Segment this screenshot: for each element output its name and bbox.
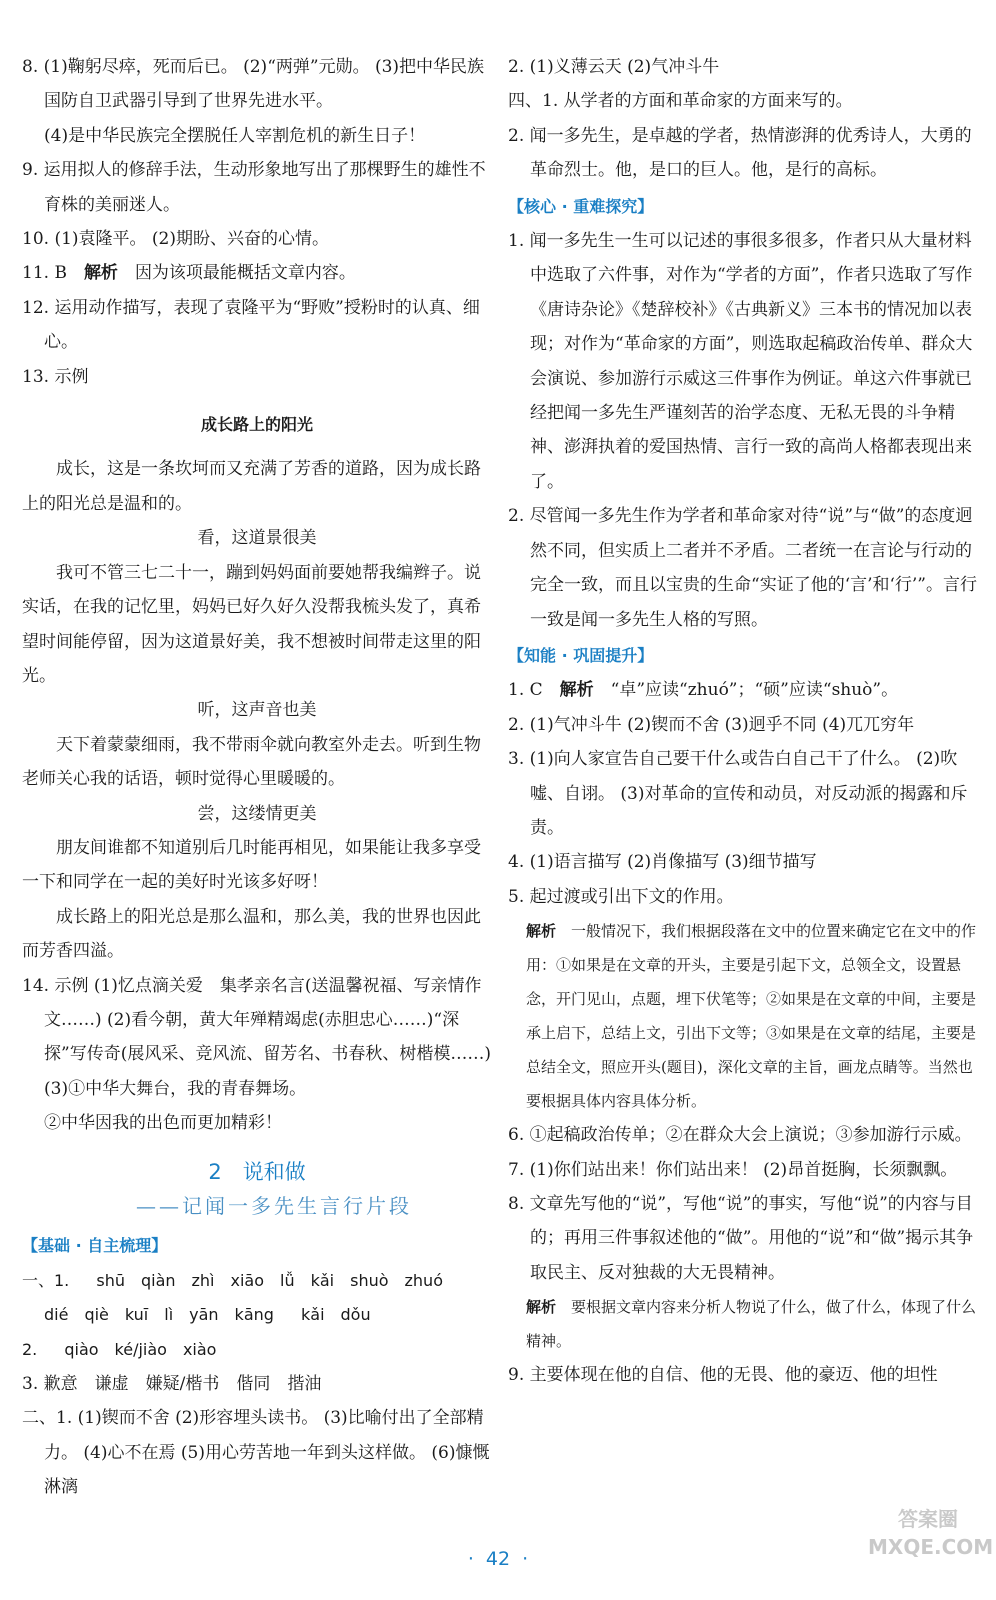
footer-dot-right: ·	[522, 1548, 529, 1570]
practice-1	[508, 673, 978, 707]
watermark-line-1: 答案圈	[898, 1507, 958, 1531]
practice-4: 4. (1)语言描写 (2)肖像描写 (3)细节描写	[508, 852, 817, 873]
basics-3: 3. 歉意 谦虚 嫌疑/楷书 偕同 揩油	[22, 1374, 322, 1395]
lesson-name: 说和做	[242, 1159, 306, 1184]
left-column	[22, 50, 492, 1505]
answer-10: 10. (1)袁隆平。 (2)期盼、兴奋的心情。	[22, 229, 330, 250]
answer-9: 9. 运用拟人的修辞手法，生动形象地写出了那棵野生的雄性不育株的美丽迷人。	[22, 160, 486, 215]
lesson-title	[22, 1155, 492, 1189]
analysis-label: 解析	[559, 680, 594, 701]
watermark-line-2: MXQE.COM	[868, 1535, 994, 1559]
essay-para-5: 成长路上的阳光总是那么温和，那么美，我的世界也因此而芳香四溢。	[22, 906, 481, 962]
footer-dot-left: ·	[467, 1548, 474, 1570]
answer-11-num: 11. B	[22, 263, 67, 284]
essay-para-2: 我可不管三七二十一，蹦到妈妈面前要她帮我编辫子。说实话，在我的记忆里，妈妈已好久好久没帮我梳头发了，真希望时间能停留，因为这道景好美，我不想被时间带走这里的阳光。	[22, 562, 481, 686]
essay-title: 成长路上的阳光	[200, 415, 313, 435]
essay-subhead-2: 听，这声音也美	[197, 700, 317, 721]
practice-7: 7. (1)你们站出来！你们站出来！ (2)昂首挺胸，长须飘飘。	[508, 1159, 958, 1180]
analysis-label: 解析	[526, 922, 557, 941]
answer-11-text: 因为该项最能概括文章内容。	[134, 263, 356, 284]
practice-8: 8. 文章先写他的“说”，写他“说”的事实，写他“说”的内容与目的；再用三件事叙述他的“做”。用他的“说”和“做”揭示其争取民主、反对独裁的大无畏精神。	[508, 1193, 974, 1283]
section-core-header: 【核心 · 重难探究】	[508, 196, 654, 216]
essay-para-4: 朋友间谁都不知道别后几时能再相见，如果能让我多享受一下和同学在一起的美好时光该多好呀！	[22, 837, 481, 893]
practice-2: 2. (1)气冲斗牛 (2)锲而不舍 (3)迥乎不同 (4)兀兀穷年	[508, 714, 915, 735]
practice-1-num: 1. C	[508, 680, 543, 701]
core-1: 1. 闻一多先生一生可以记述的事很多很多，作者只从大量材料中选取了六件事，对作为“学者的方面”，作者只选取了写作《唐诗杂论》《楚辞校补》《古典新义》三本书的情况加以表现；对作为“革命家的方面”，则选取起稿政治传单、群众大会演说、参加游行示威这三件事作为例证。单这六件事就已经把闻一多先生严谨刻苦的治学态度、无私无畏的斗争精神、澎湃执着的爱国热情、言行一致的高尚人格都表现出来了。	[508, 231, 973, 492]
basics-section-2: 二、1. (1)锲而不舍 (2)形容埋头读书。 (3)比喻付出了全部精力。 (4)心不在焉 (5)用心劳苦地一年到头这样做。 (6)慷慨淋漓	[22, 1408, 490, 1498]
answer-12: 12. 运用动作描写，表现了袁隆平为“野败”授粉时的认真、细心。	[22, 297, 480, 353]
watermark-logo	[868, 1505, 994, 1575]
answer-11	[22, 256, 492, 290]
practice-5-analysis-text: 一般情况下，我们根据段落在文中的位置来确定它在文中的作用：①如果是在文章的开头，主要是引起下文，总领全文，设置悬念，开门见山，点题，埋下伏笔等；②如果是在文章的中间，主要是承上启下，总结上文，引出下文等；③如果是在文章的结尾，主要是总结全文，照应开头(题目)，深化文章的主旨，画龙点睛等。当然也要根据具体内容具体分析。	[526, 922, 977, 1111]
right-column	[508, 50, 978, 1393]
practice-5: 5. 起过渡或引出下文的作用。	[508, 886, 734, 907]
core-2: 2. 尽管闻一多先生作为学者和革命家对待“说”与“做”的态度迥然不同，但实质上二者并不矛盾。二者统一在言论与行动的完全一致，而且以宝贵的生命“实证了他的‘言’和‘行’”。言行一致是闻一多先生人格的写照。	[508, 506, 977, 630]
basics-2-2: 2. (1)义薄云天 (2)气冲斗牛	[508, 57, 720, 77]
pinyin-line-1: 一、1. shū qiàn zhì xiāo lǚ kǎi shuò zhuó	[22, 1270, 443, 1290]
essay-subhead-3: 尝，这缕情更美	[197, 803, 317, 824]
answer-8: 8. (1)鞠躬尽瘁，死而后已。 (2)“两弹”元勋。 (3)把中华民族国防自卫武器引导到了世界先进水平。	[22, 57, 485, 112]
page-footer	[0, 1548, 996, 1570]
page-number: 42	[485, 1548, 511, 1570]
section-practice-header: 【知能 · 巩固提升】	[508, 645, 654, 665]
section-basics-header: 【基础 · 自主梳理】	[22, 1236, 168, 1256]
answer-13: 13. 示例	[22, 366, 89, 387]
lesson-number: 2	[208, 1159, 222, 1184]
practice-9: 9. 主要体现在他的自信、他的无畏、他的豪迈、他的坦性	[508, 1365, 938, 1386]
essay-para-1: 成长，这是一条坎坷而又充满了芳香的道路，因为成长路上的阳光总是温和的。	[22, 459, 481, 514]
answer-14: 14. 示例 (1)忆点滴关爱 集孝亲名言(送温馨祝福、写亲情作文……) (2)看今朝，黄大年殚精竭虑(赤胆忠心……)“深探”写传奇(展风采、竞风流、留芳名、书春秋、树楷模……) (3)①中华大舞台，我的青春舞场。	[22, 975, 491, 1099]
answer-14-2: ②中华因我的出色而更加精彩！	[44, 1113, 282, 1134]
analysis-label: 解析	[526, 1298, 557, 1317]
analysis-label: 解析	[83, 263, 118, 284]
practice-3: 3. (1)向人家宣告自己要干什么或告白自己干了什么。 (2)吹嘘、自诩。 (3)对革命的宣传和动员，对反动派的揭露和斥责。	[508, 749, 968, 838]
section-4-1: 四、1. 从学者的方面和革命家的方面来写的。	[508, 91, 853, 112]
practice-8-analysis-text: 要根据文章内容来分析人物说了什么，做了什么，体现了什么精神。	[526, 1298, 977, 1351]
practice-5-analysis	[508, 914, 978, 1118]
lesson-subtitle: ——记闻一多先生言行片段	[136, 1194, 412, 1218]
practice-8-analysis	[508, 1290, 978, 1358]
pinyin-line-2: dié qiè kuī lì yān kāng kǎi dǒu	[44, 1305, 371, 1325]
practice-6: 6. ①起稿政治传单；②在群众大会上演说；③参加游行示威。	[508, 1125, 972, 1146]
pinyin-line-3: 2. qiào ké/jiào xiào	[22, 1339, 217, 1359]
section-4-2: 2. 闻一多先生，是卓越的学者，热情澎湃的优秀诗人，大勇的革命烈士。他，是口的巨人。他，是行的高标。	[508, 125, 972, 181]
essay-subhead-1: 看，这道景很美	[197, 528, 317, 549]
practice-1-text: “卓”应读“zhuó”；“硕”应读“shuò”。	[610, 680, 899, 701]
answer-8-4: (4)是中华民族完全摆脱任人宰割危机的新生日子！	[44, 125, 426, 146]
essay-para-3: 天下着蒙蒙细雨，我不带雨伞就向教室外走去。听到生物老师关心我的话语，顿时觉得心里暖暖的。	[22, 734, 481, 790]
